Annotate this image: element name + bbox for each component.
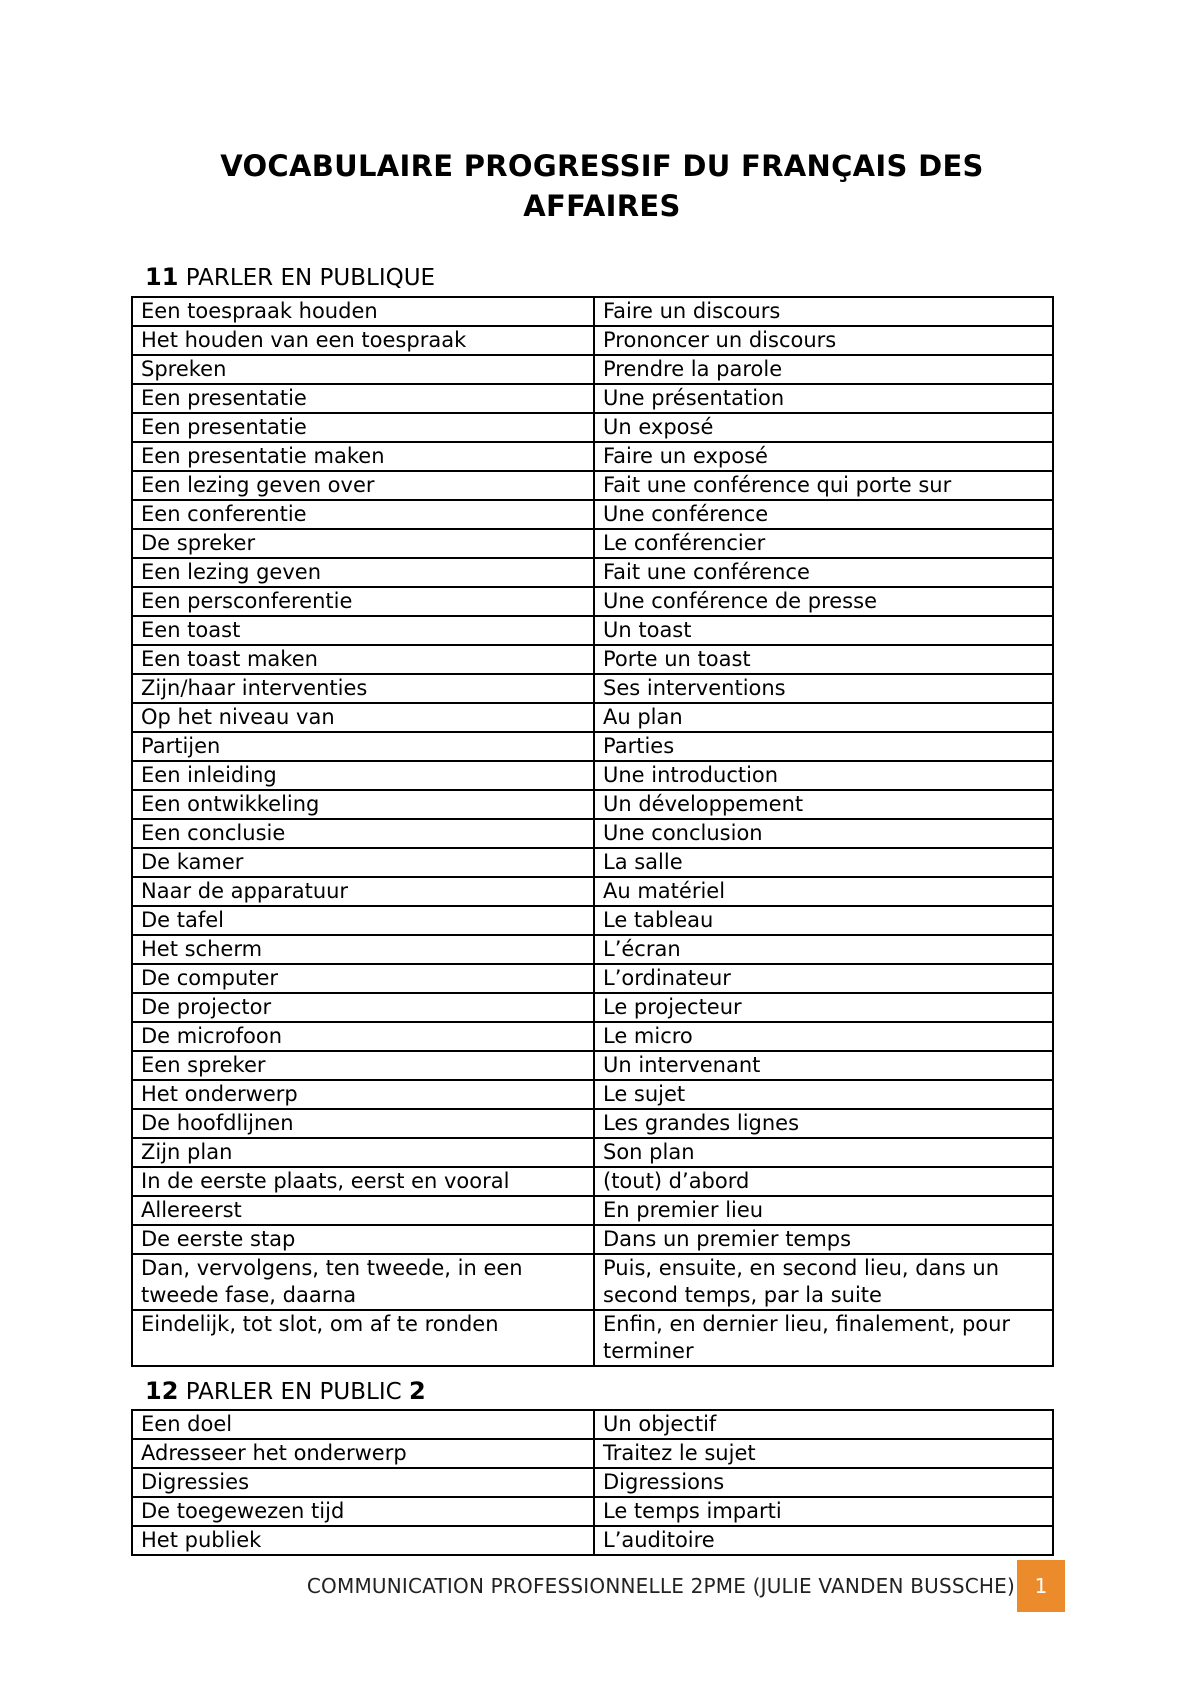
- french-term-cell: Traitez le sujet: [594, 1439, 1053, 1468]
- table-row: [132, 1497, 1053, 1526]
- table-row: [132, 1439, 1053, 1468]
- table-row: [132, 964, 1053, 993]
- french-term-cell: Un toast: [594, 616, 1053, 645]
- dutch-term-cell: Eindelijk, tot slot, om af te ronden: [132, 1310, 594, 1366]
- dutch-term-cell: Een inleiding: [132, 761, 594, 790]
- french-term-cell: Ses interventions: [594, 674, 1053, 703]
- french-term-cell: Porte un toast: [594, 645, 1053, 674]
- dutch-term-cell: Het publiek: [132, 1526, 594, 1555]
- dutch-term-cell: Zijn/haar interventies: [132, 674, 594, 703]
- dutch-term-cell: De toegewezen tijd: [132, 1497, 594, 1526]
- dutch-term-cell: Een conferentie: [132, 500, 594, 529]
- section-number: 11: [145, 263, 179, 291]
- dutch-term-cell: Een persconferentie: [132, 587, 594, 616]
- table-row: [132, 500, 1053, 529]
- french-term-cell: Un exposé: [594, 413, 1053, 442]
- dutch-term-cell: Zijn plan: [132, 1138, 594, 1167]
- dutch-term-cell: De spreker: [132, 529, 594, 558]
- french-term-cell: Enfin, en dernier lieu, finalement, pour terminer: [594, 1310, 1053, 1366]
- table-row: [132, 616, 1053, 645]
- french-term-cell: L’ordinateur: [594, 964, 1053, 993]
- vocab-table-12: [131, 1409, 1054, 1556]
- dutch-term-cell: Het scherm: [132, 935, 594, 964]
- table-row: [132, 1167, 1053, 1196]
- dutch-term-cell: Een presentatie maken: [132, 442, 594, 471]
- french-term-cell: Faire un exposé: [594, 442, 1053, 471]
- dutch-term-cell: Een presentatie: [132, 384, 594, 413]
- dutch-term-cell: Dan, vervolgens, ten tweede, in een tweede fase, daarna: [132, 1254, 594, 1310]
- document-title: [132, 146, 1072, 226]
- french-term-cell: Un intervenant: [594, 1051, 1053, 1080]
- table-row: [132, 1138, 1053, 1167]
- table-row: [132, 993, 1053, 1022]
- french-term-cell: Son plan: [594, 1138, 1053, 1167]
- french-term-cell: Le micro: [594, 1022, 1053, 1051]
- french-term-cell: Une conférence: [594, 500, 1053, 529]
- table-row: [132, 877, 1053, 906]
- table-row: [132, 355, 1053, 384]
- table-row: [132, 384, 1053, 413]
- dutch-term-cell: Op het niveau van: [132, 703, 594, 732]
- dutch-term-cell: Een doel: [132, 1410, 594, 1439]
- table-row: [132, 1196, 1053, 1225]
- french-term-cell: Le sujet: [594, 1080, 1053, 1109]
- section-title: PARLER EN PUBLIQUE: [185, 265, 436, 291]
- table-row: [132, 1022, 1053, 1051]
- vocab-table-11: [131, 296, 1054, 1367]
- french-term-cell: Le conférencier: [594, 529, 1053, 558]
- title-line-2: AFFAIRES: [523, 189, 681, 223]
- table-row: [132, 413, 1053, 442]
- dutch-term-cell: De projector: [132, 993, 594, 1022]
- section-title: PARLER EN PUBLIC: [185, 1379, 402, 1405]
- table-row: [132, 587, 1053, 616]
- french-term-cell: Parties: [594, 732, 1053, 761]
- table-row: [132, 703, 1053, 732]
- table-row: [132, 732, 1053, 761]
- section-title-suffix: 2: [408, 1377, 426, 1405]
- french-term-cell: Au matériel: [594, 877, 1053, 906]
- vocab-table-body: [132, 297, 1053, 1366]
- table-row: [132, 529, 1053, 558]
- french-term-cell: Les grandes lignes: [594, 1109, 1053, 1138]
- table-row: [132, 1051, 1053, 1080]
- dutch-term-cell: De computer: [132, 964, 594, 993]
- french-term-cell: Une conclusion: [594, 819, 1053, 848]
- section-number: 12: [145, 1377, 179, 1405]
- french-term-cell: (tout) d’abord: [594, 1167, 1053, 1196]
- dutch-term-cell: Een spreker: [132, 1051, 594, 1080]
- table-row: [132, 326, 1053, 355]
- dutch-term-cell: Een toespraak houden: [132, 297, 594, 326]
- table-row: [132, 761, 1053, 790]
- french-term-cell: Un objectif: [594, 1410, 1053, 1439]
- table-row: [132, 1468, 1053, 1497]
- table-row: [132, 645, 1053, 674]
- table-row: [132, 674, 1053, 703]
- french-term-cell: Le projecteur: [594, 993, 1053, 1022]
- dutch-term-cell: Een lezing geven: [132, 558, 594, 587]
- dutch-term-cell: Partijen: [132, 732, 594, 761]
- section-heading-12: [145, 1376, 426, 1407]
- footer-text: COMMUNICATION PROFESSIONNELLE 2PME (JULIE VANDEN BUSSCHE): [306, 1574, 1015, 1598]
- dutch-term-cell: Een lezing geven over: [132, 471, 594, 500]
- dutch-term-cell: Het houden van een toespraak: [132, 326, 594, 355]
- french-term-cell: Digressions: [594, 1468, 1053, 1497]
- dutch-term-cell: Een toast: [132, 616, 594, 645]
- dutch-term-cell: Spreken: [132, 355, 594, 384]
- french-term-cell: Une présentation: [594, 384, 1053, 413]
- dutch-term-cell: Adresseer het onderwerp: [132, 1439, 594, 1468]
- dutch-term-cell: De eerste stap: [132, 1225, 594, 1254]
- table-row: [132, 1254, 1053, 1310]
- french-term-cell: Fait une conférence qui porte sur: [594, 471, 1053, 500]
- french-term-cell: Faire un discours: [594, 297, 1053, 326]
- dutch-term-cell: Een conclusie: [132, 819, 594, 848]
- table-row: [132, 848, 1053, 877]
- section-heading-11: [145, 262, 435, 293]
- french-term-cell: Prendre la parole: [594, 355, 1053, 384]
- table-row: [132, 790, 1053, 819]
- dutch-term-cell: De kamer: [132, 848, 594, 877]
- french-term-cell: L’écran: [594, 935, 1053, 964]
- french-term-cell: En premier lieu: [594, 1196, 1053, 1225]
- dutch-term-cell: Allereerst: [132, 1196, 594, 1225]
- dutch-term-cell: De hoofdlijnen: [132, 1109, 594, 1138]
- french-term-cell: Un développement: [594, 790, 1053, 819]
- french-term-cell: Au plan: [594, 703, 1053, 732]
- table-row: [132, 442, 1053, 471]
- table-row: [132, 1410, 1053, 1439]
- dutch-term-cell: De tafel: [132, 906, 594, 935]
- french-term-cell: La salle: [594, 848, 1053, 877]
- french-term-cell: Puis, ensuite, en second lieu, dans un second temps, par la suite: [594, 1254, 1053, 1310]
- table-row: [132, 297, 1053, 326]
- table-row: [132, 1310, 1053, 1366]
- vocab-table-body: [132, 1410, 1053, 1555]
- dutch-term-cell: Een ontwikkeling: [132, 790, 594, 819]
- dutch-term-cell: De microfoon: [132, 1022, 594, 1051]
- french-term-cell: Le temps imparti: [594, 1497, 1053, 1526]
- page-number-badge: 1: [1017, 1560, 1065, 1612]
- title-line-1: VOCABULAIRE PROGRESSIF DU FRANÇAIS DES: [220, 149, 984, 183]
- table-row: [132, 471, 1053, 500]
- table-row: [132, 906, 1053, 935]
- dutch-term-cell: Naar de apparatuur: [132, 877, 594, 906]
- table-row: [132, 1109, 1053, 1138]
- french-term-cell: Prononcer un discours: [594, 326, 1053, 355]
- dutch-term-cell: In de eerste plaats, eerst en vooral: [132, 1167, 594, 1196]
- dutch-term-cell: Het onderwerp: [132, 1080, 594, 1109]
- table-row: [132, 819, 1053, 848]
- table-row: [132, 1526, 1053, 1555]
- dutch-term-cell: Een toast maken: [132, 645, 594, 674]
- french-term-cell: Fait une conférence: [594, 558, 1053, 587]
- dutch-term-cell: Digressies: [132, 1468, 594, 1497]
- french-term-cell: Le tableau: [594, 906, 1053, 935]
- table-row: [132, 1225, 1053, 1254]
- table-row: [132, 1080, 1053, 1109]
- french-term-cell: Une introduction: [594, 761, 1053, 790]
- table-row: [132, 935, 1053, 964]
- table-row: [132, 558, 1053, 587]
- french-term-cell: L’auditoire: [594, 1526, 1053, 1555]
- french-term-cell: Dans un premier temps: [594, 1225, 1053, 1254]
- dutch-term-cell: Een presentatie: [132, 413, 594, 442]
- french-term-cell: Une conférence de presse: [594, 587, 1053, 616]
